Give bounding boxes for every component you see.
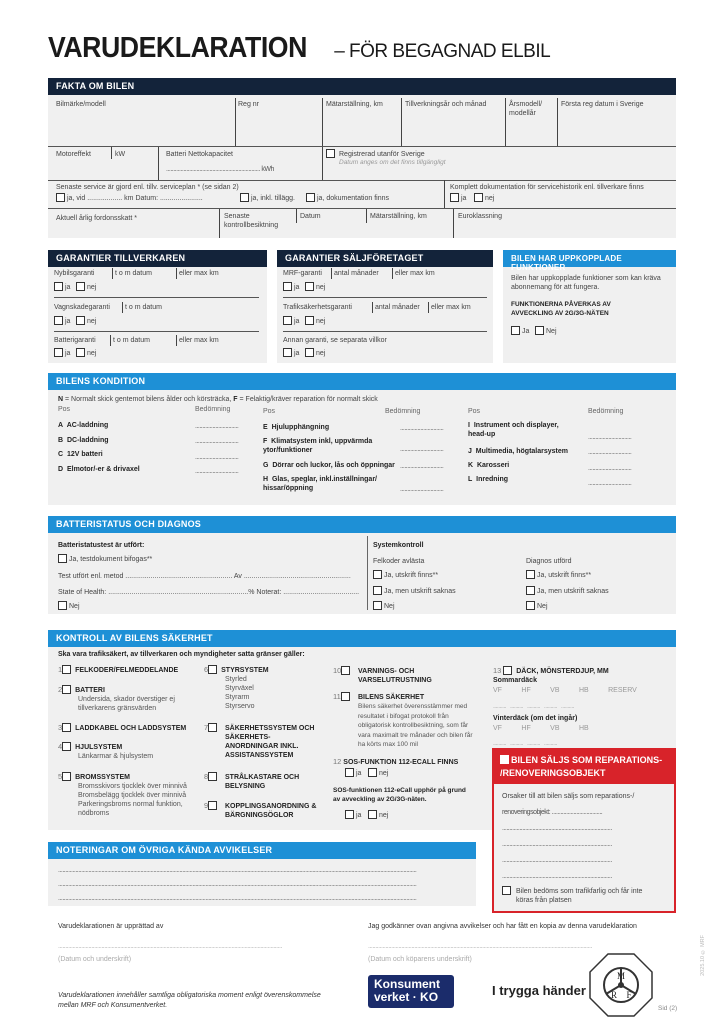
field-motoreffekt[interactable]: Motoreffekt	[56, 151, 91, 158]
nybilsgaranti-nej[interactable]: nej	[76, 282, 96, 292]
service-opt-inkl-tillagg[interactable]: ja, inkl. tillägg.	[240, 193, 295, 203]
field-regnr[interactable]: Reg nr	[238, 101, 260, 108]
felkoder-nej[interactable]: Nej	[373, 601, 395, 611]
vagnskadegaranti-label: Vagnskadegaranti	[54, 304, 110, 311]
batteristatustest-label: Batteristatustest är utfört:	[58, 542, 145, 549]
sakerhet-item-6[interactable]: 6 STYRSYSTEM	[204, 665, 269, 674]
felkoder-label: Felkoder avlästa	[373, 558, 425, 565]
kondition-c-value[interactable]: ..............................	[195, 454, 239, 461]
trafiksakerhetsgaranti-manader[interactable]: antal månader	[375, 304, 420, 311]
seller-signature-caption: (Datum och underskrift)	[58, 956, 132, 963]
batteristatus-header: BATTERISTATUS OCH DIAGNOS	[48, 516, 676, 533]
sakerhet-item-5[interactable]: 5 BROMSSYSTEM	[58, 772, 130, 781]
kondition-section: BILENS KONDITION N = Normalt skick gentemot bilens ålder och körsträcka, F = Felaktig/kräver reparation för normalt skick Pos Bedömning Pos Bedömning Pos Bedömning A AC-laddning .............................. B DC-laddning .............................. C 12V batteri .............................. D Elmotor/-er & drivaxel .............................. E Hjulupphängning .............................. F Klimatsystem inkl, uppvärmda ytor/funktioner .............................. G Dörrar och luckor, lås och öppningar .............................. H Glas, speglar, inkl.inställningar/ hissar/öppning .............................. I Instrument och displayer, head-up .............................. J Multimedia, högtalarsystem .............................. K Karosseri .............................. L Inredning ..............................	[48, 373, 676, 505]
felkoder-opt2[interactable]: Ja, men utskrift saknas	[373, 586, 456, 596]
field-forsta-reg[interactable]: Första reg datum i Sverige	[561, 101, 644, 108]
buyer-signature-field[interactable]: ...........................................................................................................................................................	[368, 943, 592, 950]
garanti-tillverkaren-section	[48, 250, 267, 363]
fakta-header: FAKTA OM BILEN	[48, 78, 676, 95]
sakerhet-item-4[interactable]: 4 HJULSYSTEM	[58, 742, 123, 751]
nybilsgaranti-km[interactable]: eller max km	[179, 270, 219, 277]
kw-unit: kW	[115, 151, 126, 158]
field-matarstallning[interactable]: Mätarställning, km	[326, 101, 383, 108]
service-label: Senaste service är gjord enl. tillv. serviceplan * (se sidan 2)	[56, 184, 239, 191]
vagnskadegaranti-datum[interactable]: t o m datum	[125, 304, 162, 311]
registrerad-note: Datum anges om det finns tillgängligt	[339, 159, 446, 166]
state-of-health-field[interactable]: State of Health: ........................................................................% Noterat: .......................................	[58, 589, 360, 596]
sakerhet-item-13[interactable]: 13 DÄCK, MÖNSTERDJUP, MM	[493, 666, 609, 675]
service-opt-ja-vid[interactable]: ja, vid .................. km Datum: ......................	[56, 193, 203, 203]
sakerhet-header: KONTROLL AV BILENS SÄKERHET	[48, 630, 676, 647]
batteri-nej-checkbox[interactable]: Nej	[58, 601, 80, 611]
komplett-nej-checkbox[interactable]: nej	[474, 193, 494, 203]
sakerhet-item-10[interactable]: 10	[333, 666, 352, 676]
svg-text:R: R	[610, 990, 618, 1000]
godkanner-label: Jag godkänner ovan angivna avvikelser och har fått en kopia av denna varudeklaration	[368, 923, 637, 930]
reparation-field[interactable]: renoveringsobjekt: ...................................	[502, 809, 603, 816]
kondition-k-value[interactable]: ..............................	[588, 465, 632, 472]
diagnos-opt1[interactable]: Ja, utskrift finns**	[526, 570, 591, 580]
field-senaste-besiktning[interactable]: Senaste kontrollbesiktning	[224, 213, 279, 229]
sakerhet-intro: Ska vara trafiksäkert, av tillverkaren och myndigheter satta gränser gäller:	[58, 651, 305, 658]
garanti-saljforetaget-header: GARANTIER SÄLJFÖRETAGET	[277, 250, 493, 267]
svg-text:M: M	[616, 971, 626, 981]
mrf-garanti-km[interactable]: eller max km	[395, 270, 435, 277]
vinterdack-label: Vinterdäck (om det ingår)	[493, 715, 578, 722]
mrf-emblem-icon	[588, 952, 654, 1018]
batterigaranti-label: Batterigaranti	[54, 337, 96, 344]
kondition-item-h: H Glas, speglar, inkl.inställningar/ hissar/öppning	[263, 476, 377, 492]
seller-signature-field[interactable]: ...........................................................................................................................................................	[58, 943, 282, 950]
vagnskadegaranti-ja[interactable]: ja	[54, 316, 70, 326]
kondition-item-c: C 12V batteri	[58, 451, 103, 458]
komplett-label: Komplett dokumentation för servicehistorik enl. tillverkare finns	[450, 184, 644, 191]
komplett-ja-checkbox[interactable]: ja	[450, 193, 466, 203]
batterigaranti-ja[interactable]: ja	[54, 348, 70, 358]
garanti-tillverkaren-header: GARANTIER TILLVERKAREN	[48, 250, 267, 267]
sakerhet-item-2[interactable]: 2 BATTERI	[58, 685, 105, 694]
mrf-logo	[588, 952, 654, 1018]
service-opt-dokumentation[interactable]: ja, dokumentation finns	[306, 193, 389, 203]
sommardack-values[interactable]: .......... .......... .......... .......... ..........	[493, 703, 574, 710]
nybilsgaranti-datum[interactable]: t o m datum	[115, 270, 152, 277]
kondition-item-b: B DC-laddning	[58, 437, 109, 444]
uppkopplade-nej[interactable]: Nej	[535, 326, 557, 336]
sos-note: SOS-funktionen 112-eCall upphör på grund av avveckling av 2G/3G-näten.	[333, 787, 466, 803]
page-title: VARUDEKLARATION – FÖR BEGAGNAD ELBIL	[48, 32, 551, 64]
mrf-garanti-ja[interactable]: ja	[283, 282, 299, 292]
nybilsgaranti-label: Nybilsgaranti	[54, 270, 95, 277]
kondition-f-value[interactable]: ..............................	[400, 446, 444, 453]
noteringar-line-1[interactable]: ........................................................................................................................................................................................................................................................	[58, 867, 417, 874]
kondition-a-value[interactable]: ..............................	[195, 423, 239, 430]
ecall-nej[interactable]: nej	[368, 768, 388, 778]
reparation-box: BILEN SÄLJS SOM REPARATIONS- /RENOVERINGSOBJEKT Orsaker till att bilen säljs som reparations-/ renoveringsobjekt: ................................... ............................................................................ ............................................................................ ............................................................................ ............................................................................ Bilen bedöms som trafikfarlig och får inte köras från platsen	[492, 748, 676, 913]
uppkopplade-text: Bilen har uppkopplade funktioner som kan kräva abonnemang för att fungera.	[511, 275, 661, 291]
buyer-signature-caption: (Datum och köparens underskrift)	[368, 956, 472, 963]
kondition-i-value[interactable]: ..............................	[588, 434, 632, 441]
mrf-garanti-manader[interactable]: antal månader	[334, 270, 379, 277]
kondition-item-i: I Instrument och displayer, head-up	[468, 422, 559, 438]
uppkopplade-section	[503, 250, 676, 363]
upprattad-label: Varudeklarationen är upprättad av	[58, 923, 164, 930]
vinterdack-values[interactable]: .......... .......... .......... ..........	[493, 740, 557, 747]
trafiksakerhetsgaranti-ja[interactable]: ja	[283, 316, 299, 326]
garanti-saljforetaget-section	[277, 250, 493, 363]
trygga-slogan: I trygga händer	[492, 983, 586, 998]
uppkopplade-ja[interactable]: Ja	[511, 326, 529, 336]
document-code: 2025.10 © MRF	[700, 935, 706, 976]
systemkontroll-label: Systemkontroll	[373, 542, 424, 549]
kondition-header: BILENS KONDITION	[48, 373, 676, 390]
kondition-d-value[interactable]: ..............................	[195, 468, 239, 475]
field-tillverkningsar[interactable]: Tillverkningsår och månad	[405, 101, 487, 108]
batterigaranti-datum[interactable]: t o m datum	[113, 337, 150, 344]
test-metod-field[interactable]: Test utfört enl. metod ....................................................... Av .......................................................	[58, 573, 351, 580]
uppkopplade-header: BILEN HAR UPPKOPPLADE FUNKTIONER	[503, 250, 676, 267]
trafikfarlig-checkbox[interactable]	[502, 886, 513, 896]
sakerhet-section: KONTROLL AV BILENS SÄKERHET Ska vara trafiksäkert, av tillverkaren och myndigheter satta gränser gäller: 1 FELKODER/FELMEDDELANDE 2 BATTERI Undersida, skador överstiger ej tillverkarens gränsvärden 3 LADDKABEL OCH LADDSYSTEM 4 HJULSYSTEM Länkarmar & hjulsystem 5 BROMSSYSTEM Bromsskivors tjocklek över minnivå Bromsbelägg tjocklek över minnivå Parkeringsbroms normal funktion, nödbroms 6 STYRSYSTEM Styrled Styrväxel Styrarm Styrservo 7 SÄKERHETSSYSTEM OCH SÄKERHETS-ANORDNINGAR INKL. ASSISTANSSYSTEM 8 STRÅLKASTARE OCH BELYSNING 9 KOPPLINGSANORDNING & BÄRGNINGSÖGLOR 10 VARNINGS- OCH VARSELUTRUSTNING 11 BILENS SÄKERHET Bilens säkerhet överensstämmer med resultatet i bifogat protokoll från obligatorisk kontrollbesiktning, som får vara maximalt tre månader och bilen får ha körts max 100 mil 12 SOS-FUNKTION 112-ECALL FINNS ja nej SOS-funktionen 112-eCall upphör på grund av avveckling av 2G/3G-näten. ja nej 13 DÄCK, MÖNSTERDJUP, MM Sommardäck VF HF VB HB RESERV .......... .......... .......... .......... .......... Vinterdäck (om det ingår) VF HF VB HB .......... .......... .......... ..........	[48, 630, 676, 830]
kondition-h-value[interactable]: ..............................	[400, 486, 444, 493]
diagnos-opt2[interactable]: Ja, men utskrift saknas	[526, 586, 609, 596]
sakerhet-item-12-label: 12 SOS-FUNKTION 112-ECALL FINNS	[333, 757, 459, 766]
batteristatus-section	[48, 516, 676, 614]
felkoder-opt1[interactable]: Ja, utskrift finns**	[373, 570, 438, 580]
field-bilmarke[interactable]: Bilmärke/modell	[56, 101, 106, 108]
sakerhet-item-9[interactable]: 9	[204, 801, 219, 811]
annan-garanti-label: Annan garanti, se separata villkor	[283, 337, 387, 344]
kondition-item-k: K Karosseri	[468, 462, 510, 469]
sos-upphor-ja[interactable]: ja	[345, 810, 361, 820]
sakerhet-item-3[interactable]: 3 LADDKABEL OCH LADDSYSTEM	[58, 723, 187, 732]
sommardack-label: Sommardäck	[493, 677, 537, 684]
kondition-j-value[interactable]: ..............................	[588, 449, 632, 456]
ecall-ja[interactable]: ja	[345, 768, 361, 778]
sos-upphor-nej[interactable]: nej	[368, 810, 388, 820]
vagnskadegaranti-nej[interactable]: nej	[76, 316, 96, 326]
diagnos-label: Diagnos utförd	[526, 558, 572, 565]
kondition-item-f: F Klimatsystem inkl, uppvärmda ytor/funktioner	[263, 438, 373, 454]
kondition-l-value[interactable]: ..............................	[588, 480, 632, 487]
noteringar-line-3[interactable]: ........................................................................................................................................................................................................................................................	[58, 895, 417, 902]
batterigaranti-km[interactable]: eller max km	[179, 337, 219, 344]
field-euroklassning[interactable]: Euroklassning	[458, 213, 502, 220]
kondition-g-value[interactable]: ..............................	[400, 463, 444, 470]
sakerhet-item-7[interactable]: 7	[204, 723, 219, 733]
noteringar-header: NOTERINGAR OM ÖVRIGA KÄNDA AVVIKELSER	[48, 842, 476, 859]
field-fordonsskatt[interactable]: Aktuell årlig fordonsskatt *	[56, 215, 137, 222]
trafiksakerhetsgaranti-nej[interactable]: nej	[305, 316, 325, 326]
uppkopplade-notice: FUNKTIONERNA PÅVERKAS AV AVVECKLING AV 2G/3G-NÄTEN	[511, 301, 611, 317]
field-batteri-kapacitet[interactable]: Batteri Nettokapacitet	[166, 151, 233, 158]
kondition-b-value[interactable]: ..............................	[195, 438, 239, 445]
kondition-legend: N = Normalt skick gentemot bilens ålder och körsträcka, F = Felaktig/kräver reparation för normalt skick	[58, 396, 378, 403]
field-arsmodell[interactable]: Årsmodell/ modellår	[509, 101, 543, 117]
sakerhet-item-11[interactable]: 11	[333, 692, 352, 702]
trafikfarlig-label: Bilen bedöms som trafikfarlig och får inte köras från platsen	[516, 888, 643, 904]
reparation-header[interactable]: BILEN SÄLJS SOM REPARATIONS- /RENOVERINGSOBJEKT	[494, 750, 674, 784]
kondition-item-l: L Inredning	[468, 476, 509, 483]
annan-garanti-ja[interactable]: ja	[283, 348, 299, 358]
annan-garanti-nej[interactable]: nej	[305, 348, 325, 358]
noteringar-line-2[interactable]: ........................................................................................................................................................................................................................................................	[58, 881, 417, 888]
diagnos-nej[interactable]: Nej	[526, 601, 548, 611]
page-number: Sid (2)	[658, 1005, 678, 1012]
kondition-item-d: D Elmotor/-er & drivaxel	[58, 466, 140, 473]
batterigaranti-nej[interactable]: nej	[76, 348, 96, 358]
kondition-e-value[interactable]: ..............................	[400, 425, 444, 432]
kondition-item-g: G Dörrar och luckor, lås och öppningar	[263, 462, 395, 469]
disclaimer: Varudeklarationen innehåller samtliga obligatoriska moment enligt överenskommelse mellan MRF och Konsumentverket.	[58, 992, 321, 1009]
field-datum[interactable]: Datum	[300, 213, 321, 220]
registrerad-checkbox[interactable]	[326, 149, 337, 159]
registrerad-label: Registrerad utanför Sverige	[339, 151, 425, 158]
trafiksakerhetsgaranti-label: Trafiksäkerhetsgaranti	[283, 304, 352, 311]
svg-text:F: F	[626, 990, 632, 1000]
kondition-item-a: A AC-laddning	[58, 422, 109, 429]
kondition-item-j: J Multimedia, högtalarsystem	[468, 448, 568, 455]
reparation-text: Orsaker till att bilen säljs som reparations-/	[502, 793, 635, 800]
nybilsgaranti-ja[interactable]: ja	[54, 282, 70, 292]
trafiksakerhetsgaranti-km[interactable]: eller max km	[431, 304, 471, 311]
konsumentverket-logo: Konsument verket · KO	[368, 975, 454, 1008]
kondition-item-e: E Hjulupphängning	[263, 424, 330, 431]
mrf-garanti-nej[interactable]: nej	[305, 282, 325, 292]
noteringar-section	[48, 842, 476, 906]
field-matarstallning-besiktning[interactable]: Mätarställning, km	[370, 213, 427, 220]
sakerhet-item-8[interactable]: 8	[204, 772, 219, 782]
batteri-ja-testdokument[interactable]: Ja, testdokument bifogas**	[58, 554, 152, 564]
fakta-section: FAKTA OM BILEN Bilmärke/modell Reg nr Mätarställning, km Tillverkningsår och månad Årsmodell/ modellår Första reg datum i Sverige Motoreffekt kW Batteri Nettokapacitet ................................................................. kWh Registrerad utanför Sverige Datum anges om det finns tillgängligt Senaste service är gjord enl. tillv. serviceplan * (se sidan 2) ja, vid .................. km Datum: ...................... ja, inkl. tillägg. ja, dokumentation finns Komplett dokumentation för servicehistorik enl. tillverkare finns ja nej Aktuell årlig fordonsskatt * Senaste kontrollbesiktning Datum Mätarställning, km Euroklassning	[48, 78, 676, 238]
sakerhet-item-1[interactable]: 1 FELKODER/FELMEDDELANDE	[58, 665, 179, 674]
mrf-garanti-label: MRF-garanti	[283, 270, 322, 277]
